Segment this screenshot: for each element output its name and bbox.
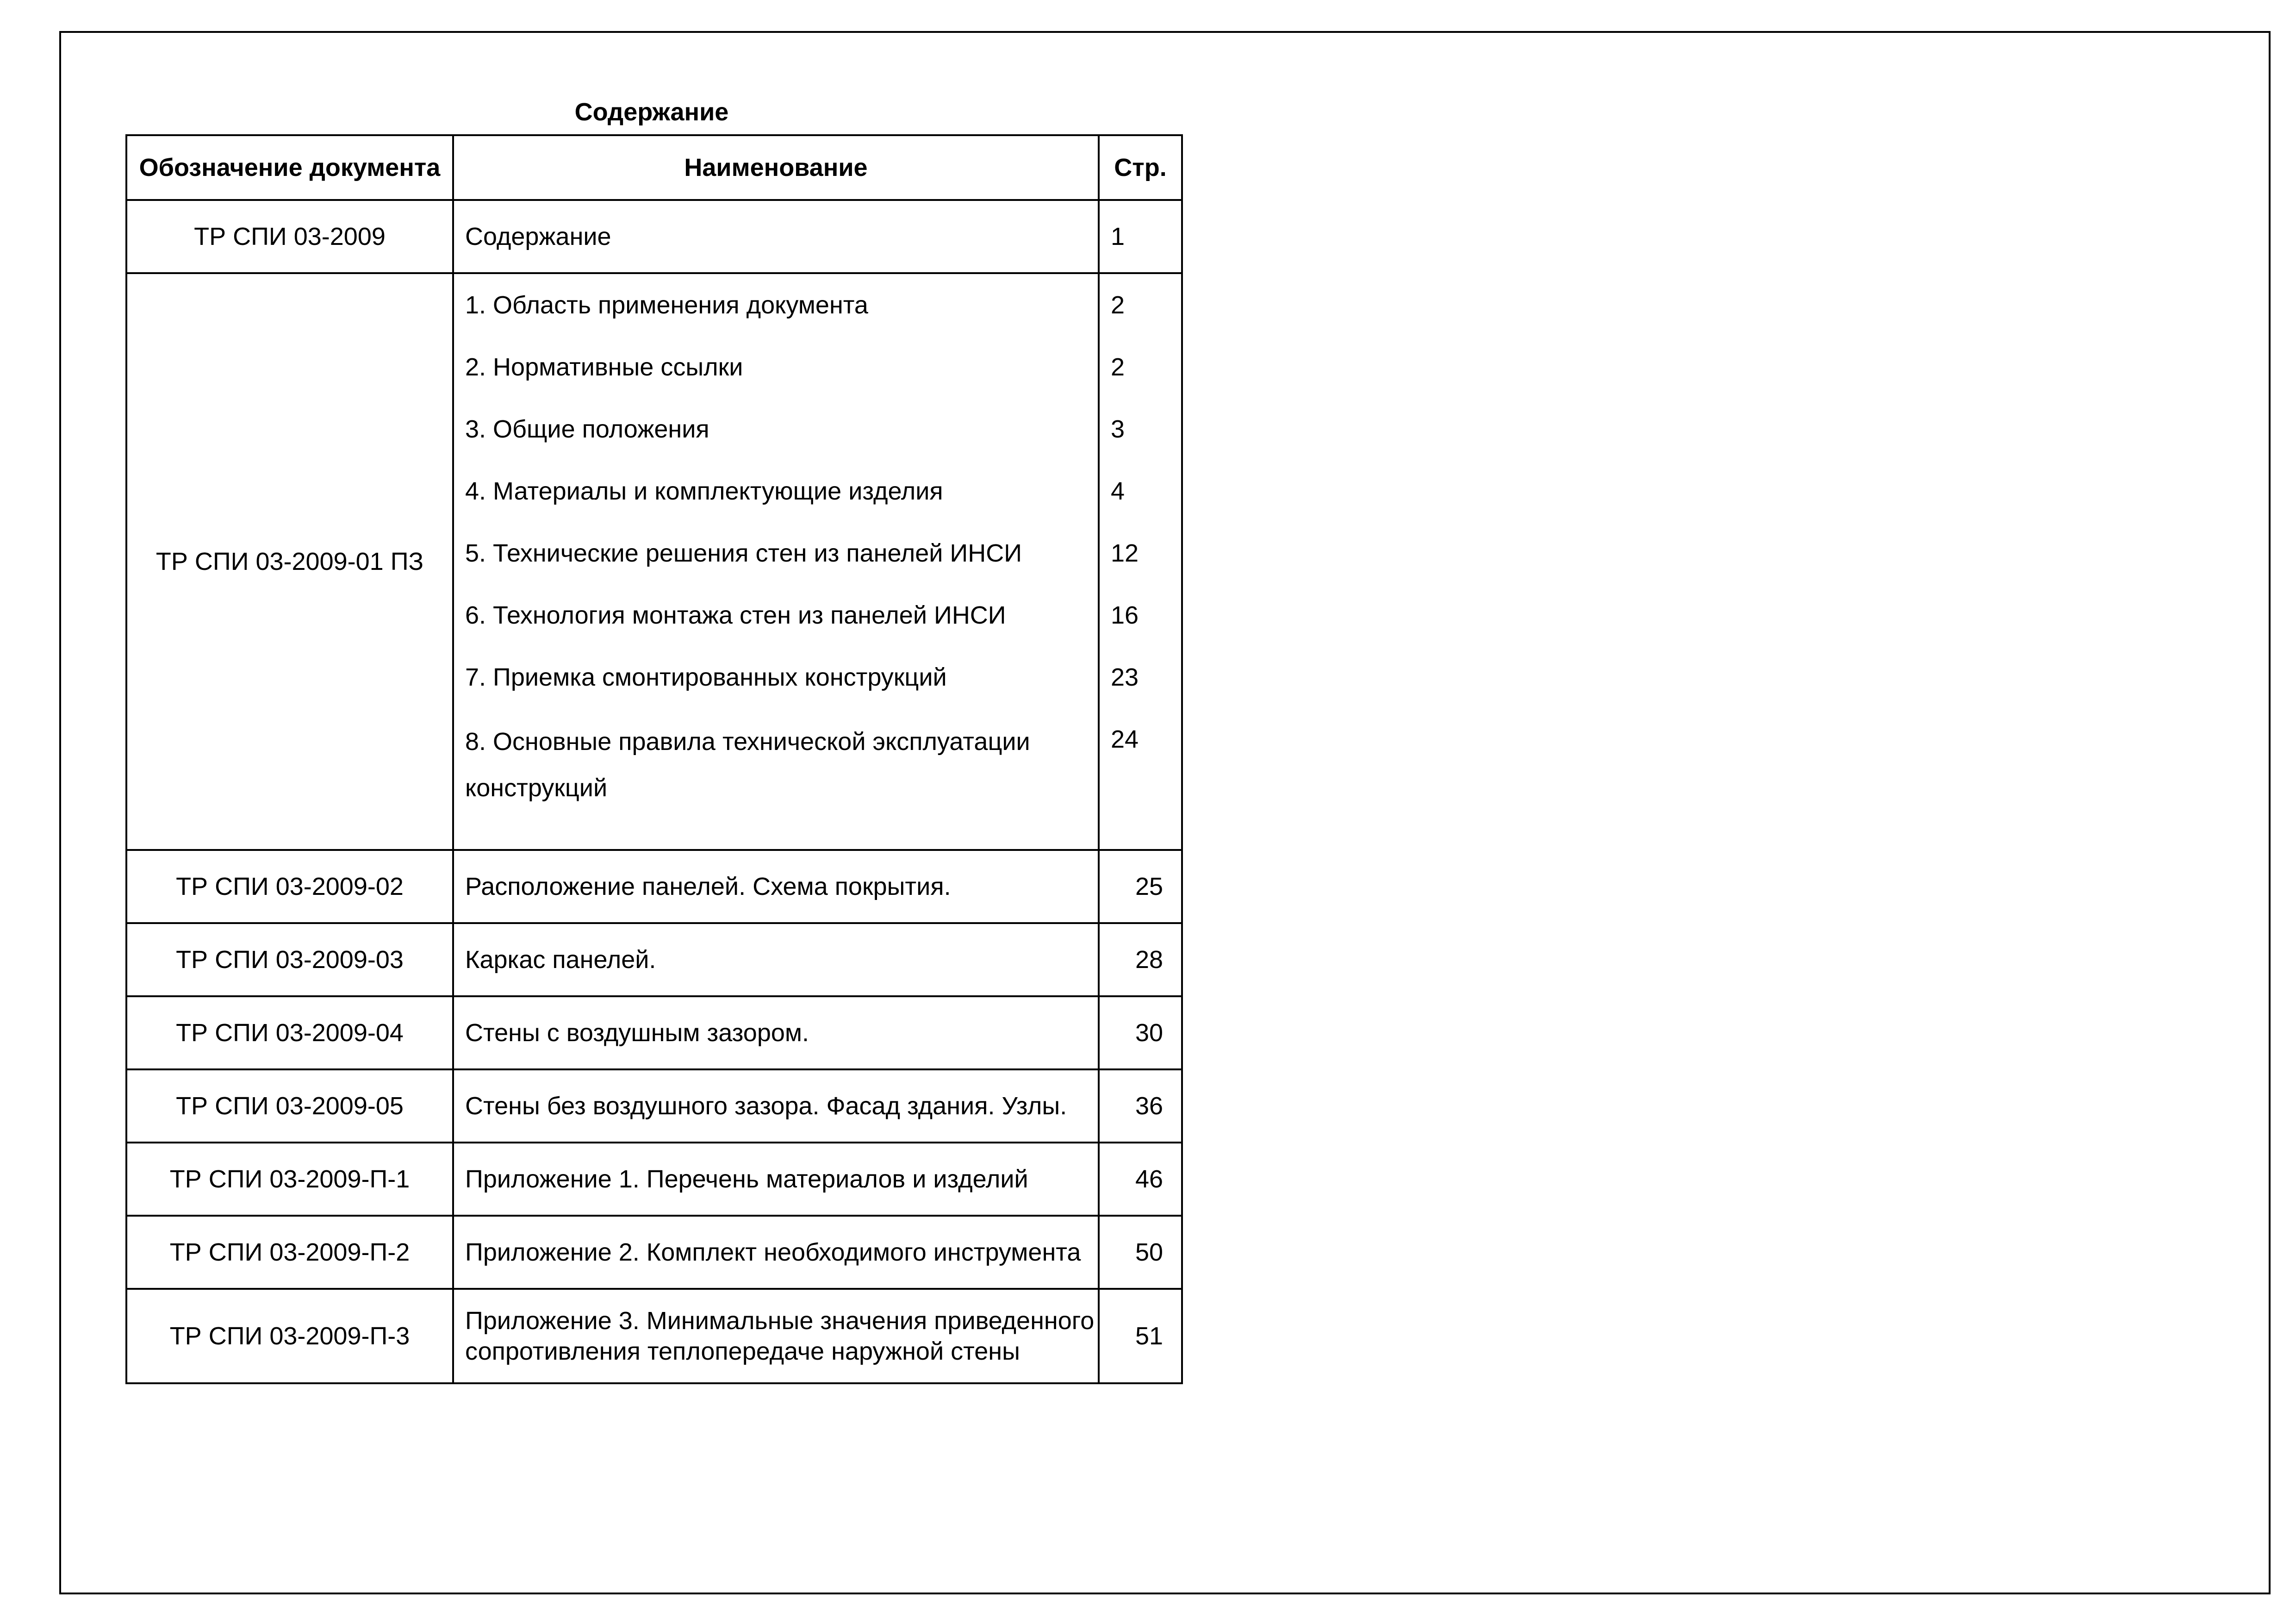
section-item: 5. Технические решения стен из панелей ИНСИ: [465, 539, 1022, 567]
row-page: 30: [1099, 996, 1182, 1069]
section-item: 1. Область применения документа: [465, 291, 868, 319]
section-item: 8. Основные правила технической эксплуатации конструкций: [465, 728, 1030, 802]
table-row: [126, 200, 1182, 273]
row-code: ТР СПИ 03-2009-04: [126, 996, 453, 1069]
row-name: Каркас панелей.: [453, 923, 1099, 996]
row-code: ТР СПИ 03-2009-02: [126, 850, 453, 923]
row-code: ТР СПИ 03-2009-П-1: [126, 1143, 453, 1216]
table-row: [126, 273, 1182, 850]
row-name: Приложение 3. Минимальные значения приведенного сопротивления теплопередаче наружной стены: [453, 1289, 1099, 1383]
row-page-list: [1099, 273, 1182, 850]
section-item: 3. Общие положения: [465, 415, 709, 443]
contents-table: [125, 134, 1183, 1384]
section-page: 24: [1111, 725, 1139, 753]
row-page: 46: [1099, 1143, 1182, 1216]
row-section-list: [453, 273, 1099, 850]
row-page: 25: [1099, 850, 1182, 923]
section-item: 4. Материалы и комплектующие изделия: [465, 477, 943, 505]
section-page: 12: [1111, 539, 1139, 567]
section-item: 7. Приемка смонтированных конструкций: [465, 663, 947, 691]
row-name: Содержание: [453, 200, 1099, 273]
row-page: 51: [1099, 1289, 1182, 1383]
row-code: ТР СПИ 03-2009-01 ПЗ: [126, 273, 453, 850]
section-page: 2: [1111, 353, 1125, 381]
section-item: 6. Технология монтажа стен из панелей ИНСИ: [465, 601, 1006, 629]
header-name: Наименование: [453, 135, 1099, 200]
table-row: [126, 1289, 1182, 1383]
section-page: 4: [1111, 477, 1125, 505]
section-page: 2: [1111, 291, 1125, 319]
header-code: Обозначение документа: [126, 135, 453, 200]
row-code: ТР СПИ 03-2009: [126, 200, 453, 273]
row-name: Стены с воздушным зазором.: [453, 996, 1099, 1069]
table-row: [126, 850, 1182, 923]
section-page: 3: [1111, 415, 1125, 443]
page-title: Содержание: [574, 98, 729, 126]
row-code: ТР СПИ 03-2009-03: [126, 923, 453, 996]
section-item: 2. Нормативные ссылки: [465, 353, 743, 381]
row-name: Приложение 1. Перечень материалов и изделий: [453, 1143, 1099, 1216]
table-row: [126, 923, 1182, 996]
table-row: [126, 1069, 1182, 1143]
row-page: 28: [1099, 923, 1182, 996]
table-row: [126, 1143, 1182, 1216]
header-page: Стр.: [1099, 135, 1182, 200]
row-name: Стены без воздушного зазора. Фасад здания. Узлы.: [453, 1069, 1099, 1143]
row-code: ТР СПИ 03-2009-05: [126, 1069, 453, 1143]
section-page: 23: [1111, 663, 1139, 691]
row-name: Расположение панелей. Схема покрытия.: [453, 850, 1099, 923]
table-row: [126, 1216, 1182, 1289]
row-code: ТР СПИ 03-2009-П-3: [126, 1289, 453, 1383]
row-page: 1: [1099, 200, 1182, 273]
row-page: 36: [1099, 1069, 1182, 1143]
row-page: 50: [1099, 1216, 1182, 1289]
row-name: Приложение 2. Комплект необходимого инструмента: [453, 1216, 1099, 1289]
section-page: 16: [1111, 601, 1139, 629]
row-code: ТР СПИ 03-2009-П-2: [126, 1216, 453, 1289]
table-row: [126, 996, 1182, 1069]
table-header-row: [126, 135, 1182, 200]
